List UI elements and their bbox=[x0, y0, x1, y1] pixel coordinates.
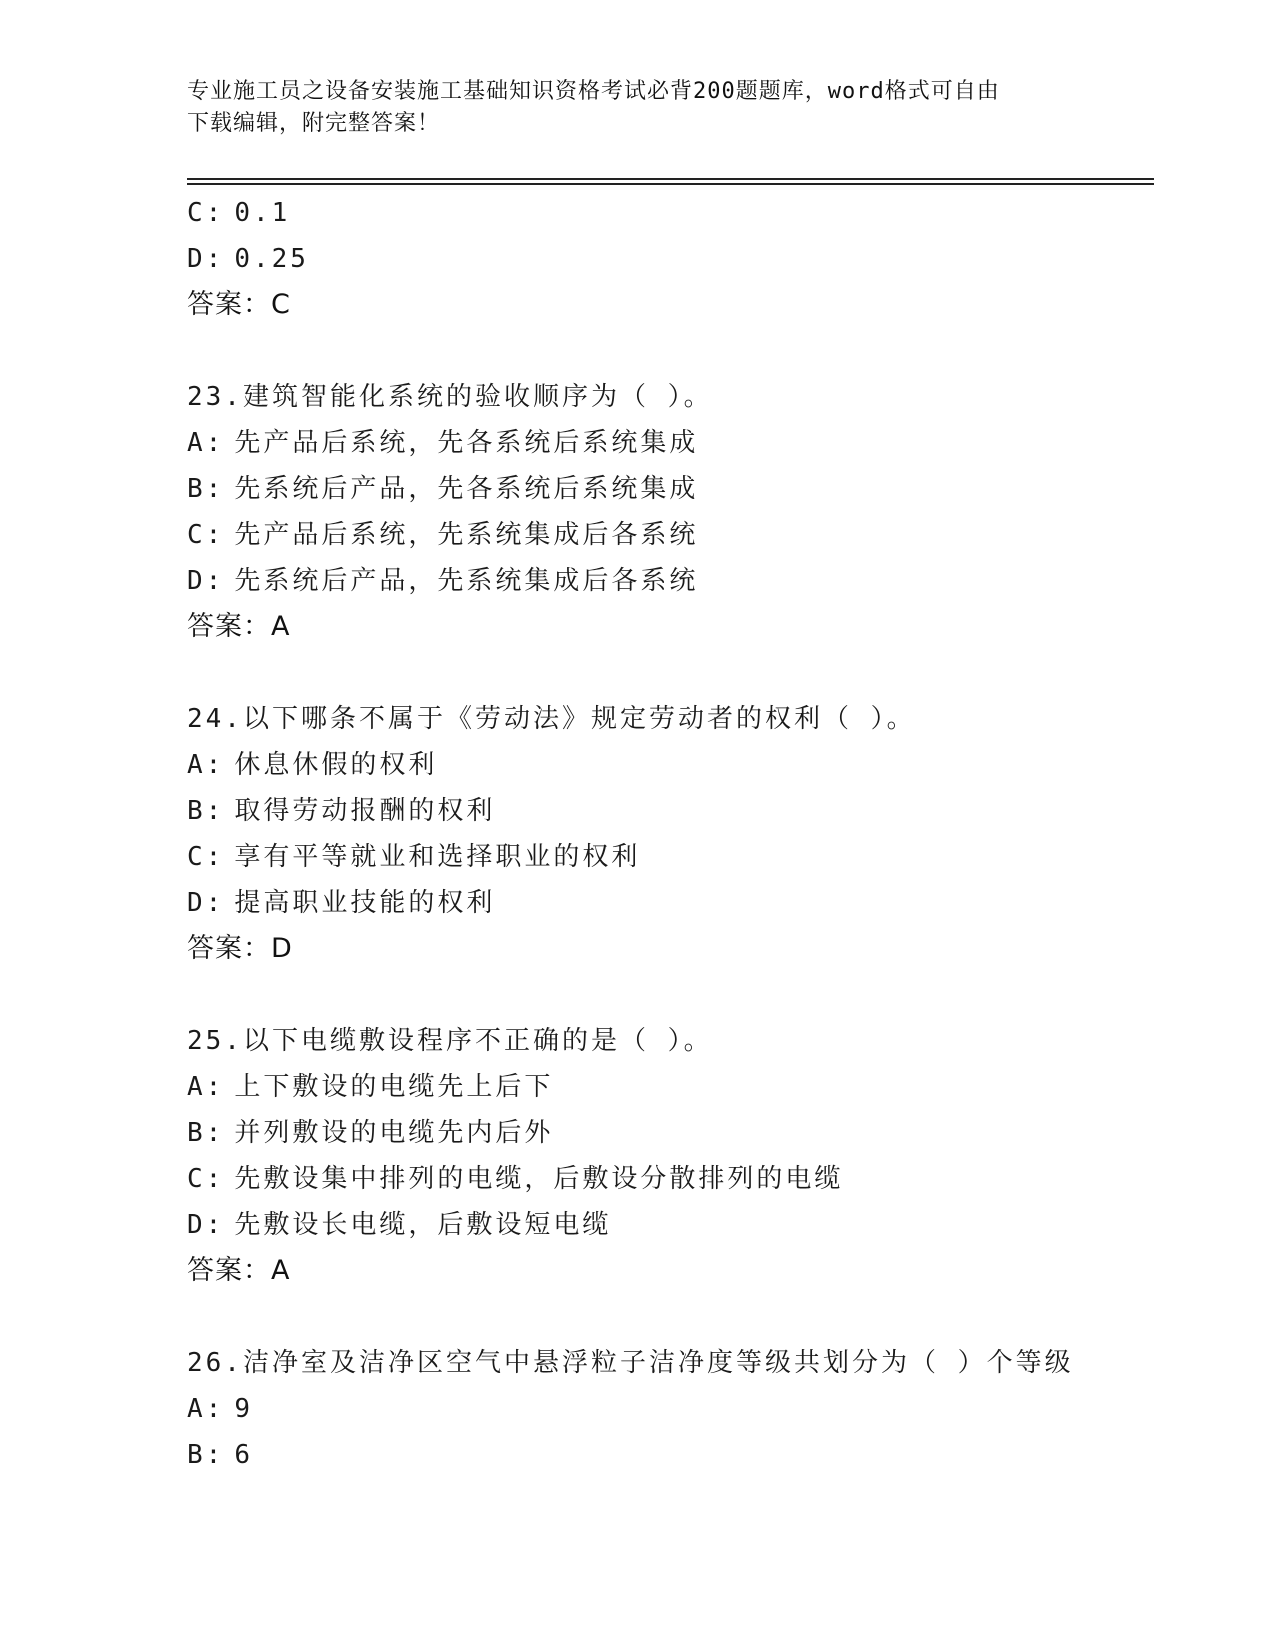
option-c bbox=[187, 190, 1147, 236]
option-text: 先产品后系统，先系统集成后各系统 bbox=[234, 520, 699, 550]
option-text: 享有平等就业和选择职业的权利 bbox=[234, 842, 641, 872]
option-text: 提高职业技能的权利 bbox=[234, 888, 496, 918]
option-text: 上下敷设的电缆先上后下 bbox=[234, 1072, 554, 1102]
option-text: 并列敷设的电缆先内后外 bbox=[234, 1118, 554, 1148]
option-text: 先系统后产品，先系统集成后各系统 bbox=[234, 566, 699, 596]
question-title: 26.洁净室及洁净区空气中悬浮粒子洁净度等级共划分为（ ）个等级 bbox=[187, 1348, 1074, 1378]
spacer bbox=[187, 328, 1147, 374]
option-b bbox=[187, 466, 1147, 512]
question-title: 23.建筑智能化系统的验收顺序为（ ）。 bbox=[187, 382, 713, 412]
option-text: 先敷设长电缆，后敷设短电缆 bbox=[234, 1210, 612, 1240]
option-d bbox=[187, 1202, 1147, 1248]
option-text: 0.1 bbox=[234, 198, 291, 228]
question-title: 25.以下电缆敷设程序不正确的是（ ）。 bbox=[187, 1026, 713, 1056]
spacer bbox=[187, 972, 1147, 1018]
option-label: B: bbox=[187, 474, 225, 504]
header-line-1: 专业施工员之设备安装施工基础知识资格考试必背200题题库，word格式可自由 bbox=[187, 79, 1000, 104]
option-text: 先系统后产品，先各系统后系统集成 bbox=[234, 474, 699, 504]
option-c bbox=[187, 1156, 1147, 1202]
answer-line: 答案：D bbox=[187, 933, 293, 964]
option-text: 先产品后系统，先各系统后系统集成 bbox=[234, 428, 699, 458]
spacer bbox=[187, 1294, 1147, 1340]
option-a bbox=[187, 742, 1147, 788]
question-title: 24.以下哪条不属于《劳动法》规定劳动者的权利（ ）。 bbox=[187, 704, 916, 734]
option-d bbox=[187, 236, 1147, 282]
option-d bbox=[187, 880, 1147, 926]
option-text: 9 bbox=[234, 1394, 253, 1424]
option-text: 6 bbox=[234, 1440, 253, 1470]
option-text: 休息休假的权利 bbox=[234, 750, 438, 780]
option-c bbox=[187, 512, 1147, 558]
option-a bbox=[187, 420, 1147, 466]
option-label: B: bbox=[187, 1440, 225, 1470]
header-rule-bottom bbox=[187, 183, 1154, 185]
document-header bbox=[187, 76, 1087, 140]
option-label: D: bbox=[187, 1210, 225, 1240]
answer-line: 答案：A bbox=[187, 1255, 291, 1286]
option-a bbox=[187, 1064, 1147, 1110]
header-line-2: 下载编辑，附完整答案！ bbox=[187, 111, 441, 136]
option-label: A: bbox=[187, 1072, 225, 1102]
option-label: C: bbox=[187, 520, 225, 550]
option-b bbox=[187, 1432, 1147, 1478]
answer-line: 答案：A bbox=[187, 611, 291, 642]
option-label: D: bbox=[187, 566, 225, 596]
option-label: A: bbox=[187, 428, 225, 458]
option-label: A: bbox=[187, 1394, 225, 1424]
option-label: B: bbox=[187, 796, 225, 826]
option-label: B: bbox=[187, 1118, 225, 1148]
option-label: C: bbox=[187, 198, 225, 228]
option-label: D: bbox=[187, 244, 225, 274]
option-label: A: bbox=[187, 750, 225, 780]
option-b bbox=[187, 788, 1147, 834]
option-b bbox=[187, 1110, 1147, 1156]
option-text: 0.25 bbox=[234, 244, 309, 274]
spacer bbox=[187, 650, 1147, 696]
option-d bbox=[187, 558, 1147, 604]
header-rule-top bbox=[187, 178, 1154, 180]
option-label: C: bbox=[187, 1164, 225, 1194]
option-text: 先敷设集中排列的电缆，后敷设分散排列的电缆 bbox=[234, 1164, 844, 1194]
answer-line: 答案：C bbox=[187, 289, 291, 320]
question-list bbox=[187, 190, 1147, 1478]
option-label: D: bbox=[187, 888, 225, 918]
option-text: 取得劳动报酬的权利 bbox=[234, 796, 496, 826]
option-label: C: bbox=[187, 842, 225, 872]
option-c bbox=[187, 834, 1147, 880]
option-a bbox=[187, 1386, 1147, 1432]
